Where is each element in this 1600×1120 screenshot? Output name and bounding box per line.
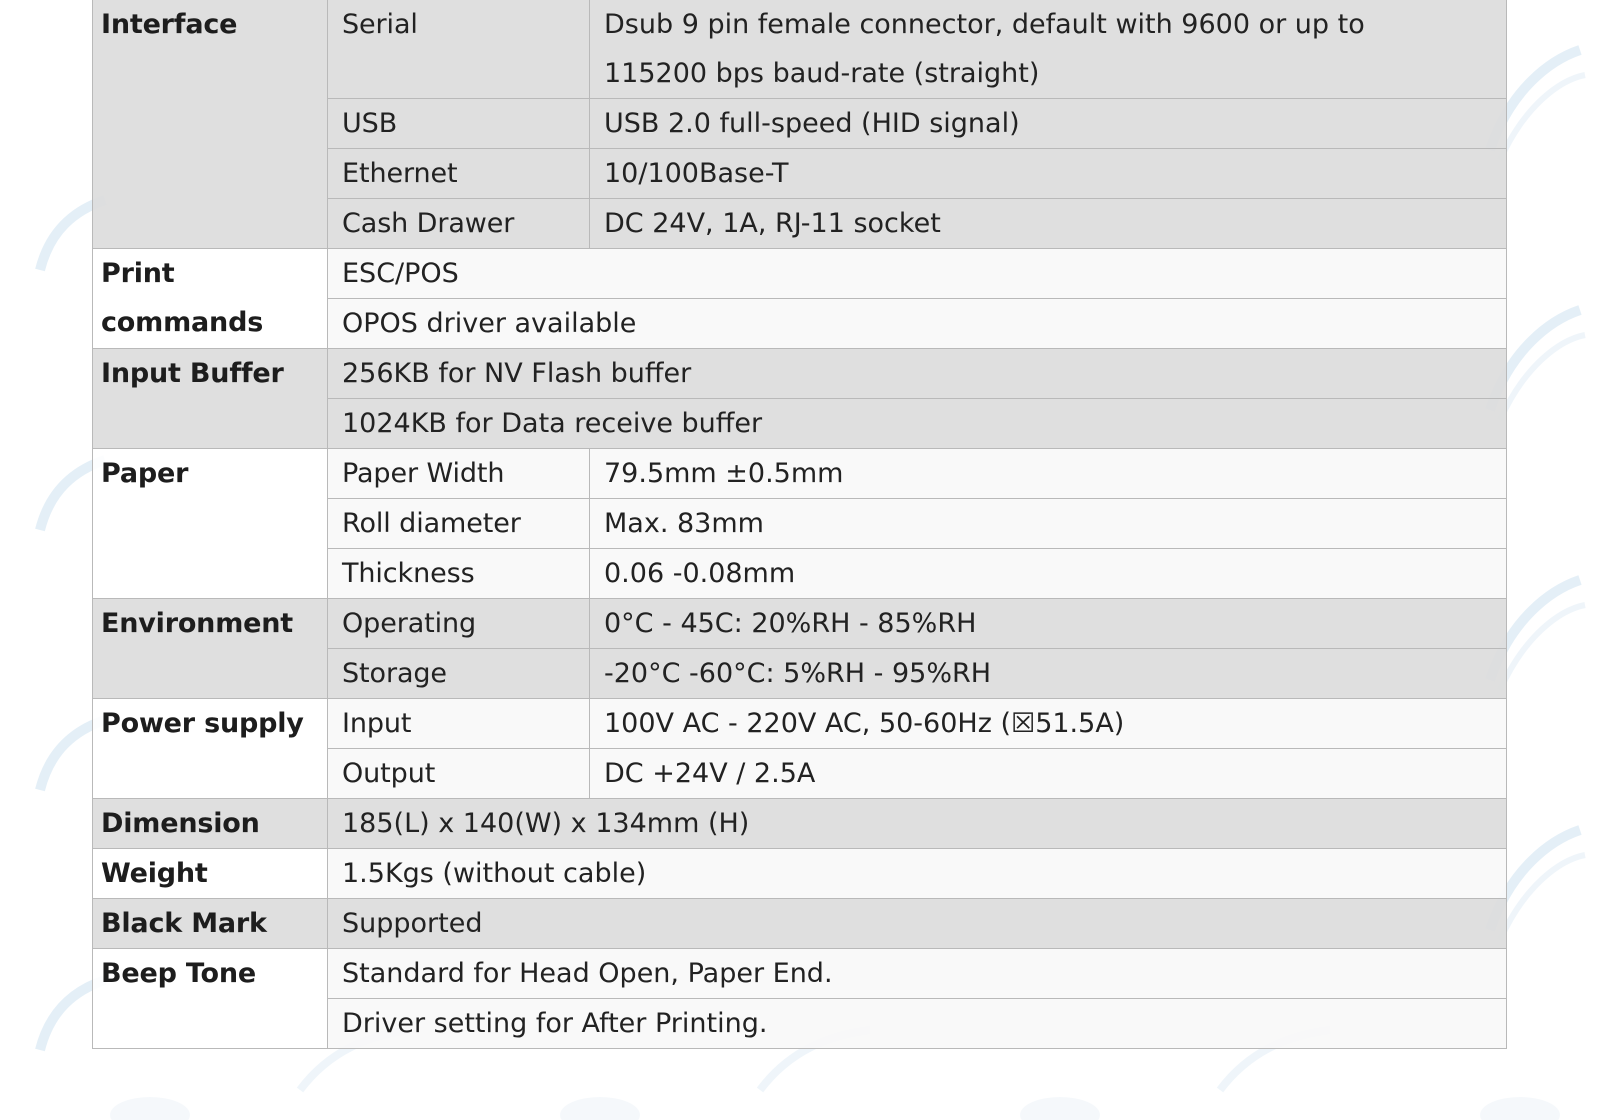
- table-row: [93, 449, 1507, 499]
- item-value: 100V AC - 220V AC, 50-60Hz (☒51.5A): [590, 699, 1507, 749]
- item-value: -20°C -60°C: 5%RH - 95%RH: [590, 649, 1507, 699]
- item-label: Input: [328, 699, 590, 749]
- item-value: 79.5mm ±0.5mm: [590, 449, 1507, 499]
- item-value: Driver setting for After Printing.: [328, 999, 1507, 1049]
- item-label: Cash Drawer: [328, 199, 590, 249]
- table-row: [93, 599, 1507, 649]
- item-value: 0.06 -0.08mm: [590, 549, 1507, 599]
- item-value: 10/100Base-T: [590, 149, 1507, 199]
- table-row: [93, 249, 1507, 299]
- category-interface: Interface: [93, 0, 328, 249]
- category-beep-tone: Beep Tone: [93, 949, 328, 1049]
- table-row: [93, 799, 1507, 849]
- item-value: DC +24V / 2.5A: [590, 749, 1507, 799]
- item-value: 1.5Kgs (without cable): [328, 849, 1507, 899]
- table-row: [93, 949, 1507, 999]
- item-label: Output: [328, 749, 590, 799]
- table-row: [93, 0, 1507, 99]
- spec-table: [92, 0, 1507, 1049]
- item-value: Standard for Head Open, Paper End.: [328, 949, 1507, 999]
- item-label: Operating: [328, 599, 590, 649]
- table-row: [93, 849, 1507, 899]
- item-value: 185(L) x 140(W) x 134mm (H): [328, 799, 1507, 849]
- category-input-buffer: Input Buffer: [93, 349, 328, 449]
- item-value: 256KB for NV Flash buffer: [328, 349, 1507, 399]
- item-value: ESC/POS: [328, 249, 1507, 299]
- item-label: USB: [328, 99, 590, 149]
- item-label: Thickness: [328, 549, 590, 599]
- item-label: Paper Width: [328, 449, 590, 499]
- item-value: Dsub 9 pin female connector, default with 9600 or up to 115200 bps baud-rate (straight): [590, 0, 1507, 99]
- item-value: Supported: [328, 899, 1507, 949]
- category-dimension: Dimension: [93, 799, 328, 849]
- item-label: Ethernet: [328, 149, 590, 199]
- category-black-mark: Black Mark: [93, 899, 328, 949]
- category-environment: Environment: [93, 599, 328, 699]
- table-row: [93, 349, 1507, 399]
- item-value: OPOS driver available: [328, 299, 1507, 349]
- category-print-commands: Print commands: [93, 249, 328, 349]
- item-value: 0°C - 45C: 20%RH - 85%RH: [590, 599, 1507, 649]
- item-value: 1024KB for Data receive buffer: [328, 399, 1507, 449]
- item-value: USB 2.0 full-speed (HID signal): [590, 99, 1507, 149]
- category-paper: Paper: [93, 449, 328, 599]
- item-label: Roll diameter: [328, 499, 590, 549]
- category-weight: Weight: [93, 849, 328, 899]
- item-value: Max. 83mm: [590, 499, 1507, 549]
- item-label: Storage: [328, 649, 590, 699]
- item-value: DC 24V, 1A, RJ-11 socket: [590, 199, 1507, 249]
- table-row: [93, 899, 1507, 949]
- category-power-supply: Power supply: [93, 699, 328, 799]
- item-label: Serial: [328, 0, 590, 99]
- table-row: [93, 699, 1507, 749]
